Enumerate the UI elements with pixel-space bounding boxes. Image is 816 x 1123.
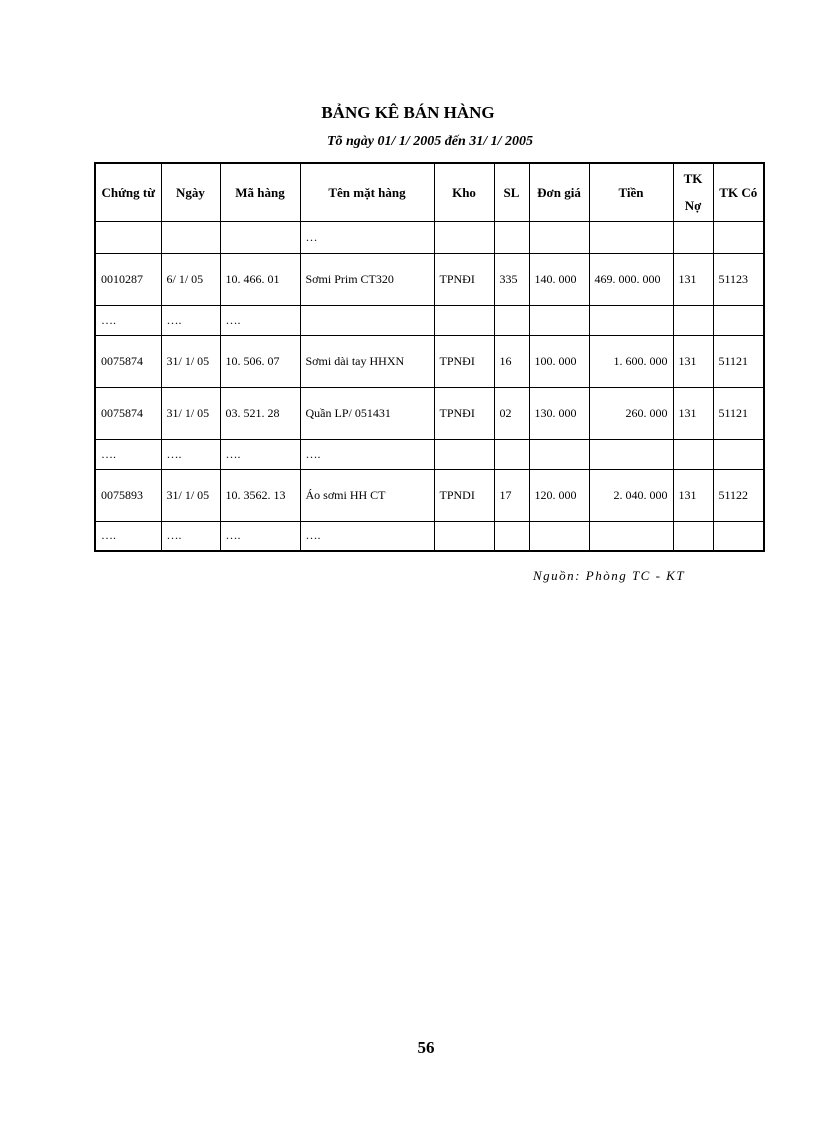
cell-sl: 335 bbox=[494, 253, 529, 305]
cell-ngay: 31/ 1/ 05 bbox=[161, 469, 220, 521]
cell-kho bbox=[434, 521, 494, 551]
cell-ngay bbox=[161, 221, 220, 253]
cell-don-gia: 100. 000 bbox=[529, 335, 589, 387]
cell-tk-no: 131 bbox=[673, 335, 713, 387]
header-ten-mat-hang: Tên mặt hàng bbox=[300, 163, 434, 221]
cell-tk-co bbox=[713, 439, 764, 469]
cell-tk-no bbox=[673, 305, 713, 335]
cell-chung-tu: …. bbox=[95, 439, 161, 469]
cell-sl bbox=[494, 221, 529, 253]
cell-ten-mat-hang: … bbox=[300, 221, 434, 253]
cell-tk-co bbox=[713, 221, 764, 253]
header-don-gia: Đơn giá bbox=[529, 163, 589, 221]
cell-kho: TPNDI bbox=[434, 469, 494, 521]
cell-kho bbox=[434, 221, 494, 253]
cell-ma-hang: 10. 3562. 13 bbox=[220, 469, 300, 521]
cell-tk-co bbox=[713, 521, 764, 551]
cell-tien: 469. 000. 000 bbox=[589, 253, 673, 305]
cell-tien bbox=[589, 305, 673, 335]
cell-tien bbox=[589, 221, 673, 253]
cell-chung-tu: …. bbox=[95, 305, 161, 335]
cell-tien: 2. 040. 000 bbox=[589, 469, 673, 521]
table-row bbox=[95, 335, 764, 387]
cell-sl bbox=[494, 521, 529, 551]
cell-ngay: …. bbox=[161, 305, 220, 335]
cell-don-gia bbox=[529, 439, 589, 469]
cell-tk-co: 51122 bbox=[713, 469, 764, 521]
cell-don-gia: 140. 000 bbox=[529, 253, 589, 305]
cell-sl: 02 bbox=[494, 387, 529, 439]
cell-kho bbox=[434, 439, 494, 469]
cell-sl: 17 bbox=[494, 469, 529, 521]
cell-tk-no bbox=[673, 439, 713, 469]
table-row bbox=[95, 221, 764, 253]
cell-sl: 16 bbox=[494, 335, 529, 387]
header-sl: SL bbox=[494, 163, 529, 221]
cell-kho bbox=[434, 305, 494, 335]
cell-chung-tu: 0075874 bbox=[95, 335, 161, 387]
cell-chung-tu: 0010287 bbox=[95, 253, 161, 305]
sales-ledger-table bbox=[94, 162, 765, 552]
cell-ngay: 31/ 1/ 05 bbox=[161, 387, 220, 439]
header-ma-hang: Mã hàng bbox=[220, 163, 300, 221]
cell-ngay: 31/ 1/ 05 bbox=[161, 335, 220, 387]
cell-tk-no: 131 bbox=[673, 253, 713, 305]
page-number: 56 bbox=[417, 1038, 435, 1057]
cell-don-gia: 130. 000 bbox=[529, 387, 589, 439]
cell-ten-mat-hang: Quần LP/ 051431 bbox=[300, 387, 434, 439]
cell-tk-no: 131 bbox=[673, 469, 713, 521]
cell-tk-no bbox=[673, 221, 713, 253]
cell-chung-tu bbox=[95, 221, 161, 253]
cell-ngay: 6/ 1/ 05 bbox=[161, 253, 220, 305]
header-tk-co: TK Có bbox=[713, 163, 764, 221]
document-title: BẢNG KÊ BÁN HÀNG bbox=[321, 103, 495, 122]
cell-ten-mat-hang: Áo sơmi HH CT bbox=[300, 469, 434, 521]
header-kho: Kho bbox=[434, 163, 494, 221]
cell-tien: 260. 000 bbox=[589, 387, 673, 439]
cell-ten-mat-hang bbox=[300, 305, 434, 335]
cell-ma-hang: 03. 521. 28 bbox=[220, 387, 300, 439]
cell-ten-mat-hang: …. bbox=[300, 521, 434, 551]
cell-kho: TPNĐI bbox=[434, 253, 494, 305]
cell-ma-hang: 10. 466. 01 bbox=[220, 253, 300, 305]
document-subtitle: Tõ ngày 01/ 1/ 2005 đến 31/ 1/ 2005 bbox=[326, 134, 534, 149]
cell-ngay: …. bbox=[161, 521, 220, 551]
cell-chung-tu: 0075874 bbox=[95, 387, 161, 439]
cell-tk-co: 51121 bbox=[713, 335, 764, 387]
cell-tk-co: 51121 bbox=[713, 387, 764, 439]
cell-tien bbox=[589, 521, 673, 551]
cell-ma-hang: …. bbox=[220, 439, 300, 469]
cell-ten-mat-hang: Sơmi Prim CT320 bbox=[300, 253, 434, 305]
header-chung-tu: Chứng từ bbox=[95, 163, 161, 221]
cell-ma-hang: …. bbox=[220, 305, 300, 335]
cell-don-gia: 120. 000 bbox=[529, 469, 589, 521]
cell-don-gia bbox=[529, 221, 589, 253]
cell-ma-hang: …. bbox=[220, 521, 300, 551]
cell-ma-hang bbox=[220, 221, 300, 253]
cell-sl bbox=[494, 305, 529, 335]
cell-tk-no: 131 bbox=[673, 387, 713, 439]
cell-ngay: …. bbox=[161, 439, 220, 469]
cell-sl bbox=[494, 439, 529, 469]
cell-chung-tu: …. bbox=[95, 521, 161, 551]
table-row bbox=[95, 253, 764, 305]
cell-tk-no bbox=[673, 521, 713, 551]
table-header-row bbox=[95, 163, 764, 221]
cell-don-gia bbox=[529, 521, 589, 551]
header-ngay: Ngày bbox=[161, 163, 220, 221]
cell-tien bbox=[589, 439, 673, 469]
source-note: Nguồn: Phòng TC - KT bbox=[533, 568, 686, 583]
cell-kho: TPNĐI bbox=[434, 335, 494, 387]
table-row bbox=[95, 469, 764, 521]
table-row bbox=[95, 387, 764, 439]
header-tk-no: TK Nợ bbox=[673, 163, 713, 221]
header-tien: Tiền bbox=[589, 163, 673, 221]
cell-tien: 1. 600. 000 bbox=[589, 335, 673, 387]
cell-don-gia bbox=[529, 305, 589, 335]
table-row bbox=[95, 439, 764, 469]
cell-tk-co: 51123 bbox=[713, 253, 764, 305]
cell-chung-tu: 0075893 bbox=[95, 469, 161, 521]
cell-ten-mat-hang: Sơmi dài tay HHXN bbox=[300, 335, 434, 387]
cell-ten-mat-hang: …. bbox=[300, 439, 434, 469]
table-row bbox=[95, 521, 764, 551]
cell-ma-hang: 10. 506. 07 bbox=[220, 335, 300, 387]
cell-kho: TPNĐI bbox=[434, 387, 494, 439]
table-row bbox=[95, 305, 764, 335]
cell-tk-co bbox=[713, 305, 764, 335]
